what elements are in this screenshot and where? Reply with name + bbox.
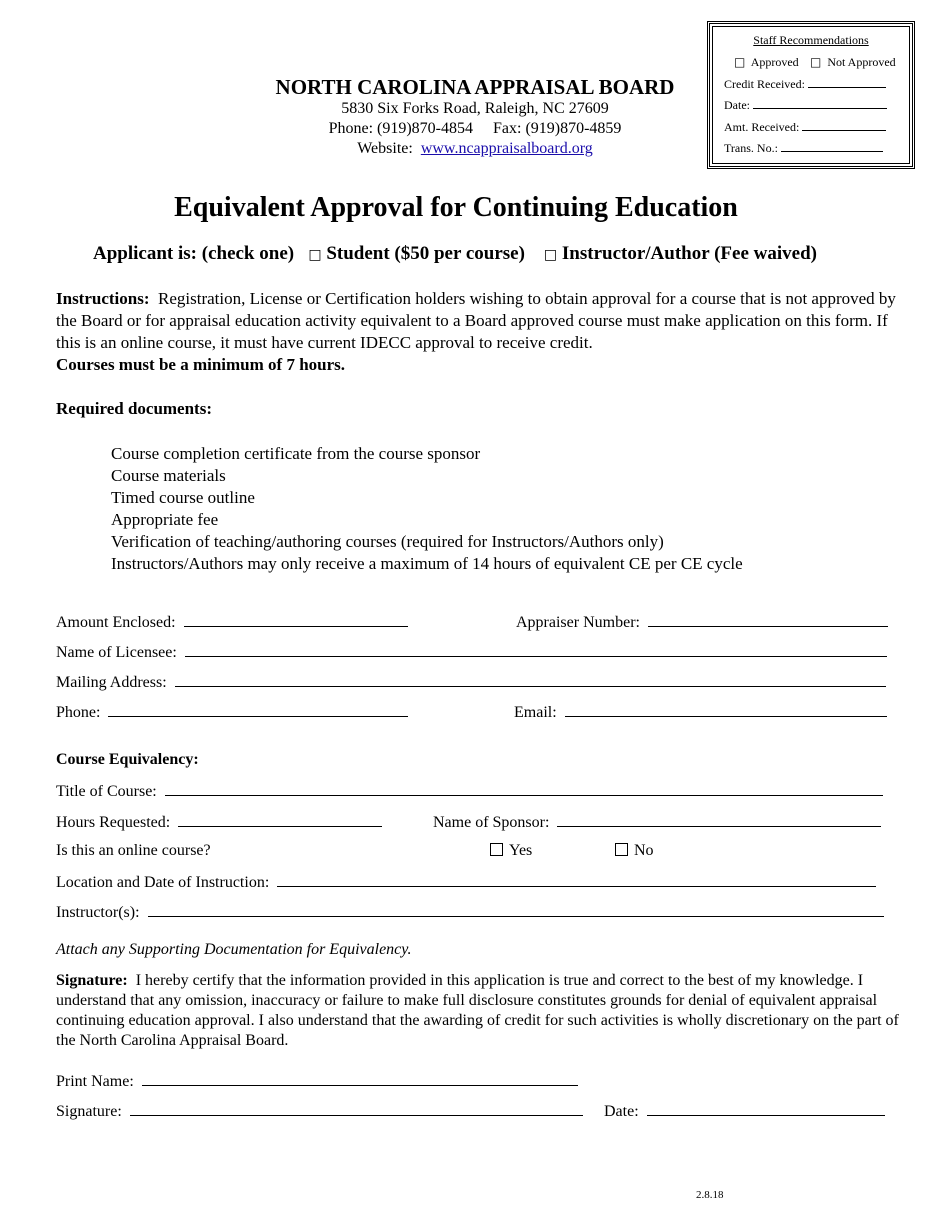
name-of-sponsor-input[interactable]	[557, 812, 881, 827]
instructions-label: Instructions:	[56, 289, 150, 308]
email-field	[514, 702, 887, 722]
instructor-option[interactable]	[544, 243, 817, 264]
signature-field	[56, 1101, 583, 1121]
org-address: 5830 Six Forks Road, Raleigh, NC 27609	[341, 100, 609, 117]
mailing-address-field	[56, 672, 886, 692]
form-title: Equivalent Approval for Continuing Education	[174, 192, 738, 223]
staff-box-title: Staff Recommendations	[753, 33, 869, 47]
phone-label: Phone:	[56, 704, 101, 721]
online-no-option[interactable]	[615, 842, 654, 860]
applicant-label: Applicant is: (check one)	[93, 243, 295, 264]
hours-requested-input[interactable]	[178, 812, 382, 827]
document-version: 2.8.18	[696, 1189, 724, 1201]
website-link[interactable]: www.ncappraisalboard.org	[420, 140, 593, 157]
staff-not-approved-option[interactable]	[810, 55, 896, 70]
staff-not-approved-label: Not Approved	[827, 55, 896, 69]
signature-statement-label: Signature:	[56, 972, 128, 989]
org-website	[0, 140, 950, 158]
instructions	[56, 288, 901, 376]
required-documents-list	[111, 443, 743, 575]
list-item: Course completion certificate from the course sponsor	[111, 444, 481, 463]
instructions-text: Registration, License or Certification holders wishing to obtain approval for a course that is not approved by the Board or for appraisal education activity equivalent to a Board approved course must make application on this form. If this is an online course, it must have current IDECC approval to receive credit.	[56, 289, 896, 352]
approved-checkbox-icon[interactable]: □	[734, 55, 746, 69]
list-item: Course materials	[111, 466, 226, 485]
appraiser-number-field	[516, 612, 888, 632]
instructor-checkbox-icon[interactable]: □	[543, 247, 558, 263]
instructions-emphasis: Courses must be a minimum of 7 hours.	[56, 355, 346, 374]
email-input[interactable]	[565, 702, 887, 717]
hours-requested-label: Hours Requested:	[56, 814, 171, 831]
website-label: Website:	[357, 140, 413, 157]
list-item: Instructors/Authors may only receive a maximum of 14 hours of equivalent CE per CE cycle	[111, 554, 743, 573]
student-checkbox-icon[interactable]: □	[308, 247, 322, 263]
appraiser-number-label: Appraiser Number:	[516, 614, 640, 631]
list-item: Verification of teaching/authoring courses (required for Instructors/Authors only)	[111, 532, 664, 551]
location-date-input[interactable]	[277, 872, 876, 887]
instructors-field	[56, 902, 884, 922]
name-of-licensee-label: Name of Licensee:	[56, 644, 177, 661]
instructor-option-label: Instructor/Author (Fee waived)	[561, 243, 817, 264]
date-input[interactable]	[647, 1101, 885, 1116]
org-fax: Fax: (919)870-4859	[493, 120, 622, 137]
yes-checkbox[interactable]	[490, 843, 503, 856]
date-label: Date:	[604, 1103, 639, 1120]
attach-note: Attach any Supporting Documentation for Equivalency.	[56, 941, 412, 958]
phone-field	[56, 702, 408, 722]
staff-date-label: Date:	[724, 98, 750, 112]
online-course-question: Is this an online course?	[56, 842, 211, 859]
amount-enclosed-label: Amount Enclosed:	[56, 614, 176, 631]
appraiser-number-input[interactable]	[648, 612, 888, 627]
required-documents-heading: Required documents:	[56, 399, 212, 418]
signature-statement-text: I hereby certify that the information provided in this application is true and correct to the best of my knowledge. I understand that any omission, inaccuracy or failure to make full disclosure constitutes grounds for denial of equivalent appraisal continuing education approval. I also understand that the awarding of credit for such activities is wholly discretionary on the part of the North Carolina Appraisal Board.	[56, 972, 899, 1049]
title-of-course-input[interactable]	[165, 781, 883, 796]
yes-label: Yes	[509, 842, 533, 859]
title-of-course-label: Title of Course:	[56, 783, 157, 800]
signature-label: Signature:	[56, 1103, 122, 1120]
print-name-field	[56, 1071, 578, 1091]
location-date-field	[56, 872, 876, 892]
org-name: NORTH CAROLINA APPRAISAL BOARD	[275, 75, 675, 99]
not-approved-checkbox-icon[interactable]: □	[810, 55, 822, 69]
staff-approved-label: Approved	[750, 55, 799, 69]
signature-input[interactable]	[130, 1101, 583, 1116]
instructors-input[interactable]	[148, 902, 884, 917]
mailing-address-label: Mailing Address:	[56, 674, 167, 691]
list-item: Timed course outline	[111, 488, 255, 507]
applicant-type	[93, 243, 817, 265]
student-option-label: Student ($50 per course)	[326, 243, 525, 264]
staff-approved-option[interactable]	[734, 55, 799, 70]
mailing-address-input[interactable]	[175, 672, 886, 687]
amount-enclosed-input[interactable]	[184, 612, 408, 627]
name-of-licensee-field	[56, 642, 887, 662]
signature-statement	[56, 971, 906, 1051]
no-label: No	[634, 842, 654, 859]
org-phone: Phone: (919)870-4854	[328, 120, 473, 137]
course-equivalency-heading: Course Equivalency:	[56, 751, 199, 768]
list-item: Appropriate fee	[111, 510, 219, 529]
date-field	[604, 1101, 885, 1121]
print-name-input[interactable]	[142, 1071, 578, 1086]
hours-requested-field	[56, 812, 382, 832]
instructors-label: Instructor(s):	[56, 904, 140, 921]
location-date-label: Location and Date of Instruction:	[56, 874, 270, 891]
no-checkbox[interactable]	[615, 843, 628, 856]
name-of-licensee-input[interactable]	[185, 642, 887, 657]
title-of-course-field	[56, 781, 883, 801]
email-label: Email:	[514, 704, 557, 721]
phone-input[interactable]	[108, 702, 408, 717]
staff-credit-received-label: Credit Received:	[724, 77, 805, 91]
print-name-label: Print Name:	[56, 1073, 134, 1090]
name-of-sponsor-field	[433, 812, 881, 832]
staff-amt-received-label: Amt. Received:	[724, 120, 800, 134]
amount-enclosed-field	[56, 612, 408, 632]
student-option[interactable]	[308, 243, 525, 264]
online-yes-option[interactable]	[490, 842, 532, 860]
staff-trans-no-label: Trans. No.:	[724, 141, 778, 155]
name-of-sponsor-label: Name of Sponsor:	[433, 814, 550, 831]
org-phone-fax	[0, 120, 950, 138]
